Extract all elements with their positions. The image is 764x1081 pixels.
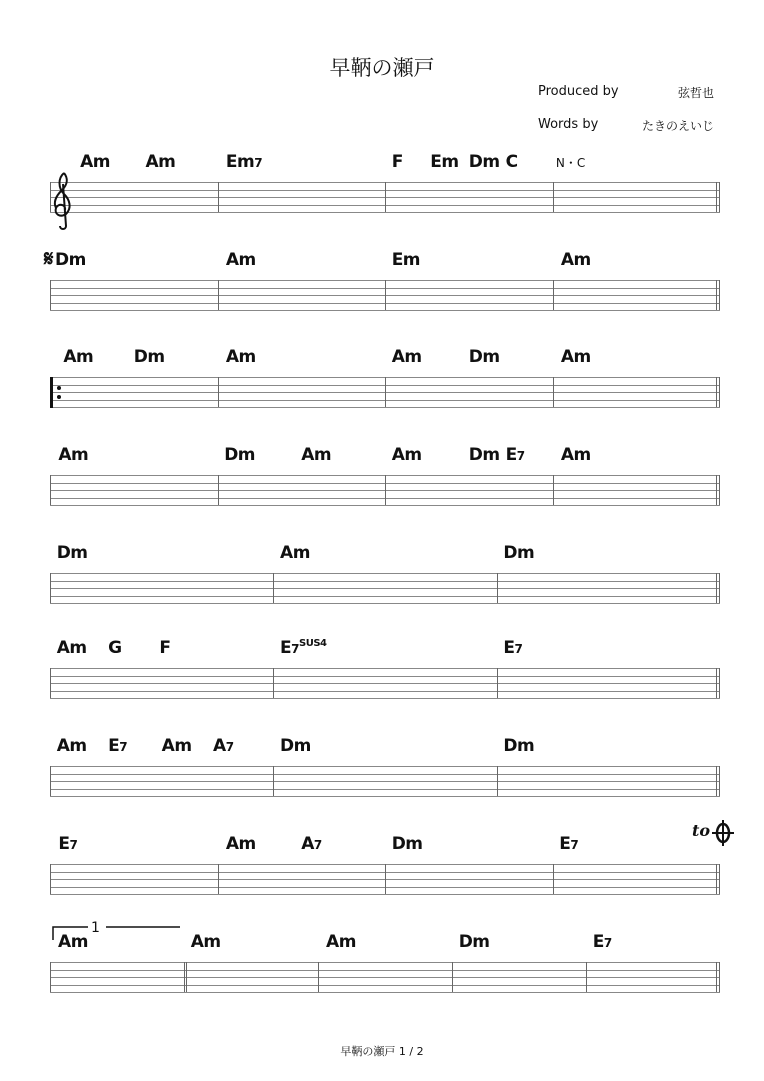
staff-system <box>50 543 720 643</box>
chord-symbol: Am <box>56 638 87 658</box>
chord-symbol: Am <box>326 932 356 952</box>
staff-system <box>50 445 720 545</box>
bar-line <box>719 864 720 894</box>
chord-symbol: Am <box>58 932 88 952</box>
bar-line <box>50 962 51 992</box>
bar-line <box>716 573 717 603</box>
words-by-label: Words by <box>538 117 599 132</box>
bar-line <box>719 182 720 212</box>
chord-symbol: Dm <box>224 445 256 465</box>
double-bar-line <box>186 962 187 992</box>
staff <box>50 377 720 407</box>
staff-line <box>50 581 720 582</box>
chord-symbol: Dm <box>503 736 535 756</box>
chord-symbol: A7 <box>301 834 322 854</box>
bar-line <box>719 573 720 603</box>
staff-line <box>50 766 720 767</box>
bar-line <box>385 475 386 505</box>
bar-line <box>716 668 717 698</box>
chord-symbol: Dm <box>468 445 500 465</box>
segno-icon: 𝄋 <box>44 247 54 272</box>
bar-line <box>716 864 717 894</box>
bar-line <box>50 864 51 894</box>
staff-line <box>50 985 720 986</box>
chord-symbol: Am <box>301 445 332 465</box>
chord-symbol: Dm <box>391 834 423 854</box>
bar-line <box>50 573 51 603</box>
staff <box>50 668 720 698</box>
staff-line <box>50 774 720 775</box>
bar-line <box>716 377 717 407</box>
bar-line <box>50 766 51 796</box>
chord-symbol: A7 <box>213 736 234 756</box>
chord-symbol: Dm <box>458 932 490 952</box>
treble-clef-icon <box>50 170 76 234</box>
chord-symbol: Dm <box>468 152 500 172</box>
staff-line <box>50 310 720 311</box>
no-chord-label: N・C <box>555 156 586 170</box>
chord-symbol: E7 <box>503 638 523 658</box>
bar-line <box>719 962 720 992</box>
staff-line <box>50 992 720 993</box>
chord-symbol: Am <box>280 543 310 563</box>
staff-line <box>50 977 720 978</box>
chord-symbol: Dm <box>55 250 86 270</box>
bar-line <box>719 668 720 698</box>
staff <box>50 573 720 603</box>
bar-line <box>553 280 554 310</box>
bar-line <box>716 280 717 310</box>
bar-line <box>273 668 274 698</box>
repeat-start-icon <box>50 377 62 413</box>
coda-icon <box>712 820 734 850</box>
staff-line <box>50 596 720 597</box>
bar-line <box>719 766 720 796</box>
chord-symbol: E7 <box>505 445 525 465</box>
bar-line <box>385 182 386 212</box>
bar-line <box>716 766 717 796</box>
bar-line <box>553 864 554 894</box>
bar-line <box>719 280 720 310</box>
chord-symbol: Am <box>225 834 256 854</box>
staff-line <box>50 781 720 782</box>
chord-symbol: Am <box>560 347 591 367</box>
staff-system <box>50 638 720 738</box>
bar-line <box>218 475 219 505</box>
chord-symbol: Dm <box>468 347 500 367</box>
chord-symbol: Dm <box>133 347 165 367</box>
chord-symbol: Am <box>560 250 591 270</box>
staff <box>50 475 720 505</box>
chord-symbol: $E7^{SUS4}$ <box>280 638 327 658</box>
produced-by-label: Produced by <box>538 84 619 99</box>
bar-line <box>385 377 386 407</box>
bar-line <box>452 962 453 992</box>
staff-line <box>50 407 720 408</box>
chord-symbol: Dm <box>280 736 311 756</box>
bar-line <box>184 962 185 992</box>
chord-symbol: C <box>505 152 518 172</box>
staff-system <box>50 152 720 252</box>
staff-line <box>50 588 720 589</box>
bar-line <box>586 962 587 992</box>
chord-symbol: Am <box>145 152 176 172</box>
chord-symbol: Am <box>225 250 256 270</box>
bar-line <box>497 668 498 698</box>
staff <box>50 766 720 796</box>
staff-system <box>50 834 720 934</box>
staff-line <box>50 962 720 963</box>
bar-line <box>385 280 386 310</box>
bar-line <box>50 668 51 698</box>
bar-line <box>497 766 498 796</box>
staff-system <box>50 250 720 350</box>
bar-line <box>716 962 717 992</box>
footer-page-label: 早鞆の瀬戸 1 / 2 <box>340 1045 424 1058</box>
staff-system <box>50 347 720 447</box>
chord-symbol: Am <box>58 445 89 465</box>
bar-line <box>719 377 720 407</box>
produced-by-value: 弦哲也 <box>677 86 714 100</box>
chord-symbol: Am <box>56 736 87 756</box>
bar-line <box>553 377 554 407</box>
chord-symbol: Em7 <box>225 152 263 172</box>
chord-symbol: E7 <box>58 834 78 854</box>
staff-line <box>50 894 720 895</box>
bar-line <box>218 182 219 212</box>
chord-symbol: F <box>159 638 171 658</box>
staff-line <box>50 796 720 797</box>
to-coda-text: to <box>692 821 711 840</box>
chord-symbol: Em <box>430 152 459 172</box>
staff-line <box>50 970 720 971</box>
staff-line <box>50 698 720 699</box>
staff-system <box>50 932 720 1032</box>
bar-line <box>719 475 720 505</box>
chord-symbol: Am <box>391 347 422 367</box>
chord-symbol: Am <box>161 736 192 756</box>
bar-line <box>553 182 554 212</box>
staff-line <box>50 683 720 684</box>
chord-symbol: Am <box>560 445 591 465</box>
bar-line <box>50 280 51 310</box>
staff-line <box>50 505 720 506</box>
bar-line <box>716 475 717 505</box>
staff <box>50 182 720 212</box>
chord-symbol: E7 <box>592 932 612 952</box>
staff <box>50 864 720 894</box>
staff-line <box>50 668 720 669</box>
chord-symbol: Dm <box>503 543 535 563</box>
staff-line <box>50 789 720 790</box>
staff-line <box>50 603 720 604</box>
bar-line <box>716 182 717 212</box>
bar-line <box>553 475 554 505</box>
bar-line <box>218 377 219 407</box>
staff-system <box>50 736 720 836</box>
page-title: 早鞆の瀬戸 <box>329 56 435 80</box>
chord-symbol: Dm <box>56 543 88 563</box>
bar-line <box>273 573 274 603</box>
bar-line <box>218 864 219 894</box>
words-by-value: たきのえいじ <box>641 119 714 133</box>
staff-line <box>50 573 720 574</box>
chord-symbol: Am <box>63 347 94 367</box>
chord-symbol: F <box>391 152 403 172</box>
chord-symbol: Am <box>190 932 221 952</box>
bar-line <box>273 766 274 796</box>
chord-symbol: E7 <box>559 834 579 854</box>
chord-symbol: Am <box>225 347 256 367</box>
chord-symbol: G <box>108 638 122 658</box>
chord-symbol: E7 <box>108 736 128 756</box>
bar-line <box>385 864 386 894</box>
chord-symbol: Am <box>80 152 111 172</box>
bar-line <box>497 573 498 603</box>
bar-line <box>218 280 219 310</box>
to-coda-label <box>692 821 710 840</box>
chord-symbol: Em <box>391 250 421 270</box>
staff <box>50 962 720 992</box>
staff-line <box>50 676 720 677</box>
chord-symbol: Am <box>391 445 422 465</box>
staff-line <box>50 691 720 692</box>
volta-number: 1 <box>91 920 100 936</box>
bar-line <box>50 475 51 505</box>
bar-line <box>318 962 319 992</box>
volta-bracket <box>52 922 182 946</box>
staff <box>50 280 720 310</box>
staff-line <box>50 212 720 213</box>
